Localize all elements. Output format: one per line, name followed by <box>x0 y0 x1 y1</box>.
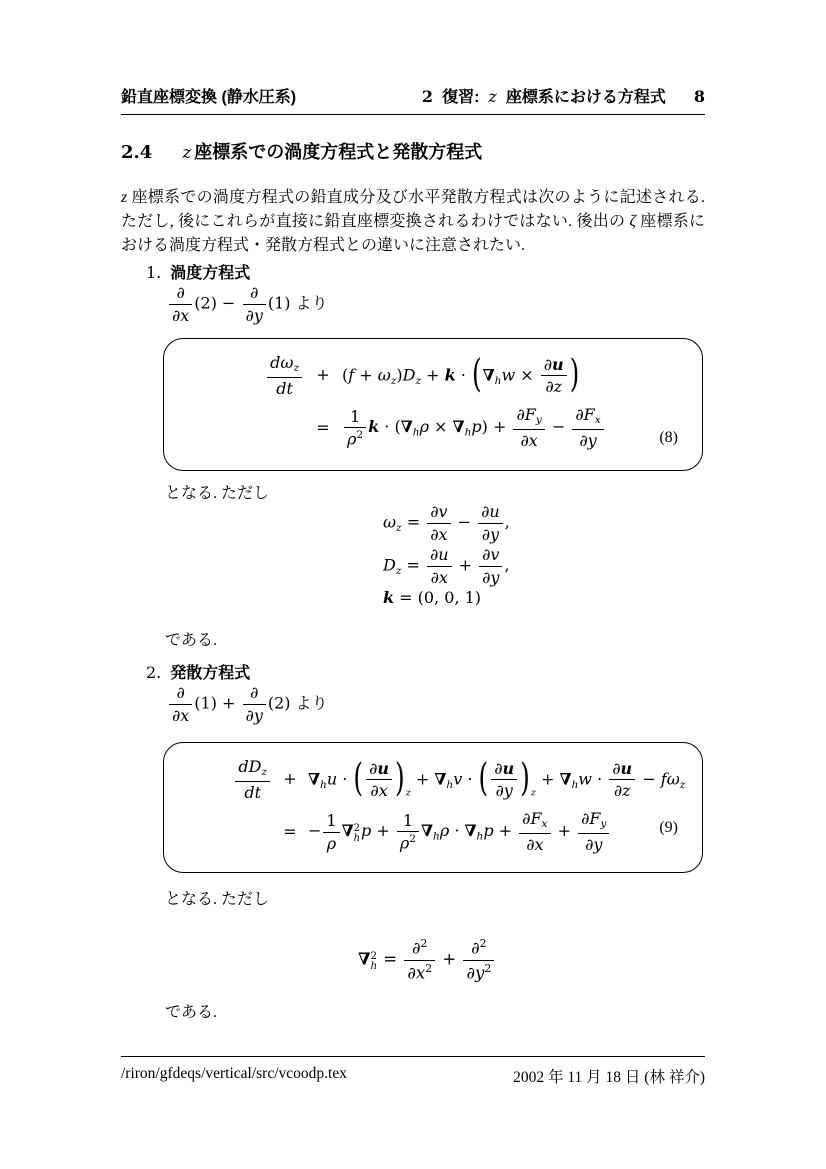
intro-paragraph: z 座標系での渦度方程式の鉛直成分及び水平発散方程式は次のように記述される. ただし, 後にこれらが直接に鉛直座標変換されるわけではない. 後出の ζ 座標系における渦度方程式・発散方程式との違いに注意されたい. <box>121 189 705 254</box>
omega-z-definition: ωz = $\frac{\partial v}{\partial x}$ − $\frac{\partial u}{\partial y}$ , <box>383 502 510 544</box>
section-heading <box>121 138 482 164</box>
equation-number-8: (8) <box>659 429 678 446</box>
eq9-line2-rhs: − $\frac{1}{\rho}$ ∇ 2 h p + $\frac{1}{\rho^2}$ ∇hρ · ∇hp + $\frac{\partial Fx}{\partial x}$ + $\frac{\partial Fy}{\partial y}$ <box>308 810 702 853</box>
running-right-group <box>422 84 705 107</box>
equation-number-9: (9) <box>659 819 678 836</box>
divergence-derivation-line: $\frac{\partial}{\partial x}$ (1) + $\frac{\partial}{\partial y}$ (2) より <box>167 684 328 724</box>
laplacian-definition: ∇ 2 h = $\frac{\partial^2}{\partial x^2}$ + $\frac{\partial^2}{\partial y^2}$ <box>358 938 496 982</box>
chapter-rest: 座標系における方程式 <box>505 89 666 106</box>
section-variable: z <box>182 143 192 163</box>
eq9-line2-op: = <box>283 821 297 841</box>
chapter-label: 復習: <box>442 89 480 106</box>
item-title: 発散方程式 <box>170 665 251 682</box>
source-file-path: /riron/gfdeqs/vertical/src/vcoodp.tex <box>121 1065 347 1082</box>
item-number: 2. <box>146 663 162 682</box>
eq8-line2-op: = <box>316 417 330 437</box>
section-title: 座標系での渦度方程式と発散方程式 <box>194 142 483 162</box>
eq8-line1-op: + <box>316 365 330 385</box>
vorticity-equation-box <box>163 338 703 471</box>
list-item-vorticity <box>146 260 250 283</box>
footer-date-author: 2002 年 11 月 18 日 (林 祥介) <box>513 1069 705 1086</box>
equation-8 <box>164 339 702 450</box>
eq8-line2-rhs: $\frac{1}{\rho^2}$ k · (∇hρ × ∇hp) + $\frac{\partial Fy}{\partial x}$ − $\frac{\partial Fx}{\partial y}$ <box>342 406 702 449</box>
note-dearu-1: である. <box>165 632 218 649</box>
note-dearu-2: である. <box>165 1004 218 1021</box>
page-number: 8 <box>693 87 705 106</box>
item-number: 1. <box>146 263 162 282</box>
vorticity-derivation-line: $\frac{\partial}{\partial x}$ (2) − $\frac{\partial}{\partial y}$ (1) より <box>167 284 328 324</box>
section-number: 2.4 <box>121 142 153 163</box>
list-item-divergence <box>146 660 250 683</box>
chapter-number: 2 <box>421 87 434 106</box>
page-header <box>121 84 705 115</box>
note-tonaru-1: となる. ただし <box>165 485 270 502</box>
d-z-definition: Dz = $\frac{\partial u}{\partial x}$ + $\frac{\partial v}{\partial y}$ , <box>383 545 510 587</box>
vorticity-definitions <box>383 503 510 611</box>
eq8-line1-lhs: $\frac{\text{dωz}}{dt}$ <box>164 354 304 397</box>
page-footer <box>121 1056 705 1087</box>
running-chapter-title <box>422 84 666 107</box>
eq9-line1-rhs: ∇hu · ( $\frac{\partial u}{\partial x}$ )$_z + \nabla hv$ · ( $\frac{\partial u}{\partial y}$ )$_z + \nabla hw$ · $\frac{\partial u}{\partial z}$ − fωz <box>308 754 686 801</box>
eq9-line1-lhs: $\frac{\text{dDz}}{dt}$ <box>164 758 272 801</box>
eq9-line1-op: + <box>283 769 297 789</box>
equation-9 <box>164 743 702 854</box>
running-doc-title: 鉛直座標変換 (静水圧系) <box>121 89 297 106</box>
k-vector-definition: k = (0, 0, 1) <box>383 588 482 608</box>
chapter-variable: z <box>488 87 497 106</box>
item-title: 渦度方程式 <box>170 265 251 282</box>
note-tonaru-2: となる. ただし <box>165 891 270 908</box>
divergence-equation-box <box>163 742 703 873</box>
eq8-line1-rhs: (f + ωz)Dz + k · (∇hw × $\frac{\partial u}{\partial z}$ ) <box>342 350 580 397</box>
